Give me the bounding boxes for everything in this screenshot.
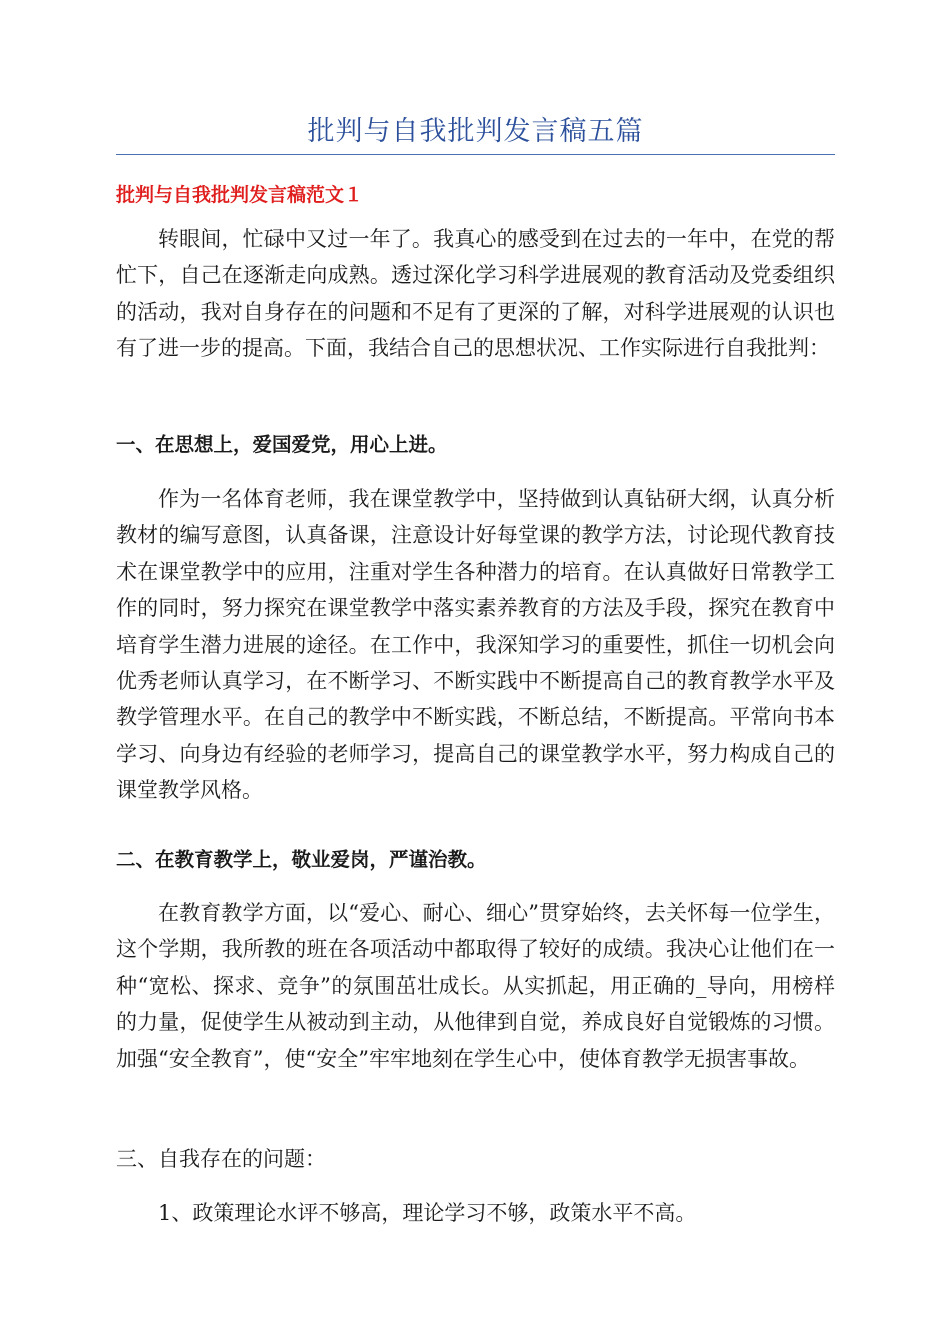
list-item-1: 1、政策理论水评不够高，理论学习不够，政策水平不高。	[158, 1201, 697, 1225]
section-2-paragraph: 在教育教学方面，以“爱心、耐心、细心”贯穿始终，去关怀每一位学生，这个学期，我所教的班在各项活动中都取得了较好的成绩。我决心让他们在一种“宽松、探求、竞争”的氛围茁壮成长。从实抓起，用正确的_导向，用榜样的力量，促使学生从被动到主动，从他律到自觉，养成良好自觉锻炼的习惯。加强“安全教育”，使“安全”牢牢地刻在学生心中，使体育教学无损害事故。	[116, 901, 835, 1071]
title-underline	[116, 154, 835, 155]
section-3-heading: 三、自我存在的问题：	[116, 1147, 326, 1171]
section-2-heading: 二、在教育教学上，敬业爱岗，严谨治教。	[116, 848, 487, 871]
article-subtitle: 批判与自我批判发言稿范文１	[116, 184, 364, 206]
intro-paragraph: 转眼间，忙碌中又过一年了。我真心的感受到在过去的一年中，在党的帮忙下，自己在逐渐走向成熟。透过深化学习科学进展观的教育活动及党委组织的活动，我对自身存在的问题和不足有了更深的了解，对科学进展观的认识也有了进一步的提高。下面，我结合自己的思想状况、工作实际进行自我批判：	[116, 227, 835, 361]
document-title: 批判与自我批判发言稿五篇	[307, 116, 644, 147]
section-1-paragraph: 作为一名体育老师，我在课堂教学中，坚持做到认真钻研大纲，认真分析教材的编写意图，认真备课，注意设计好每堂课的教学方法，讨论现代教育技术在课堂教学中的应用，注重对学生各种潜力的培育。在认真做好日常教学工作的同时，努力探究在课堂教学中落实素养教育的方法及手段，探究在教育中培育学生潜力进展的途径。在工作中，我深知学习的重要性，抓住一切机会向优秀老师认真学习，在不断学习、不断实践中不断提高自己的教育教学水平及教学管理水平。在自己的教学中不断实践，不断总结，不断提高。平常向书本学习、向身边有经验的老师学习，提高自己的课堂教学水平，努力构成自己的课堂教学风格。	[116, 487, 835, 803]
section-1-heading: 一、在思想上，爱国爱党，用心上进。	[116, 433, 448, 456]
